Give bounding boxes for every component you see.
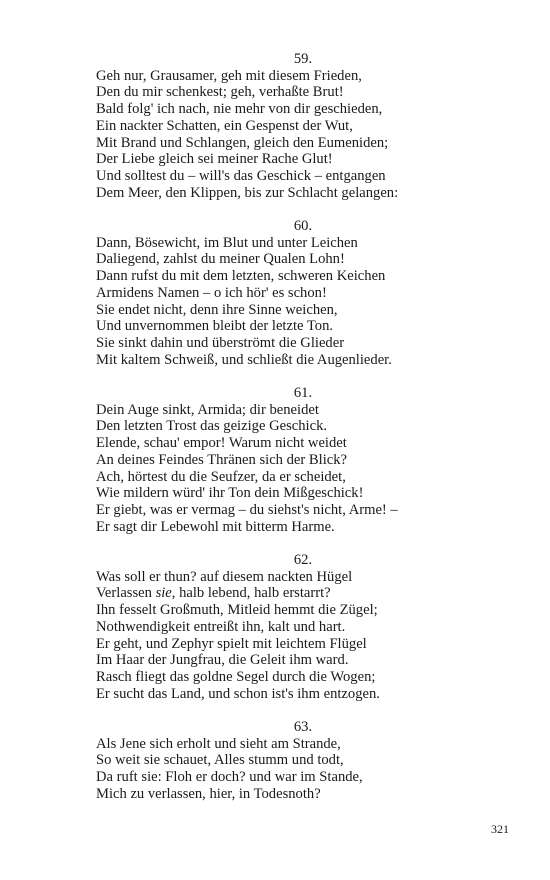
verse-line [96, 335, 496, 352]
verse-text: Da ruft sie: Floh er doch? und war im Stande, [96, 769, 363, 786]
verse-line [96, 402, 496, 419]
verse-line [96, 769, 496, 786]
verse-line [96, 619, 496, 636]
verse-text: Dem Meer, den Klippen, bis zur Schlacht gelangen: [96, 184, 399, 201]
verse-text: Rasch fliegt das goldne Segel durch die Wogen; [96, 668, 376, 685]
verse-line [96, 185, 496, 202]
verse-text: Im Haar der Jungfrau, die Geleit ihm ward. [96, 652, 349, 669]
verse-line [96, 752, 496, 769]
verse-line [96, 135, 496, 152]
verse-text: Wie mildern würd' ihr Ton dein Mißgeschick! [96, 485, 364, 502]
verse-text: Mit kaltem Schweiß, und schließt die Augenlieder. [96, 351, 392, 368]
verse-line [96, 235, 496, 252]
verse-line [96, 502, 496, 519]
page-number: 321 [491, 822, 509, 836]
verse-text: Als Jene sich erholt und sieht am Strande, [96, 735, 341, 752]
stanza [96, 218, 496, 368]
verse-line [96, 101, 496, 118]
verse-line [96, 168, 496, 185]
verse-text: Elende, schau' empor! Warum nicht weidet [96, 435, 347, 452]
verse-line [96, 585, 496, 602]
verse-emphasis: sie, [155, 585, 176, 602]
verse-line [96, 318, 496, 335]
verse-text: Er sucht das Land, und schon ist's ihm entzogen. [96, 685, 380, 702]
verse-text: So weit sie schauet, Alles stumm und todt, [96, 752, 344, 769]
verse-text: Dann rufst du mit dem letzten, schweren Keichen [96, 268, 386, 285]
stanza [96, 552, 496, 702]
verse-text: Nothwendigkeit entreißt ihn, kalt und hart. [96, 618, 346, 635]
verse-line [96, 452, 496, 469]
verse-text: Bald folg' ich nach, nie mehr von dir geschieden, [96, 101, 383, 118]
verse-text: Den du mir schenkest; geh, verhaßte Brut! [96, 84, 344, 101]
verse-line [96, 686, 496, 703]
stanza-number: 61. [293, 385, 313, 402]
stanza-number: 63. [293, 719, 313, 736]
verse-line [96, 652, 496, 669]
verse-text: halb lebend, halb erstarrt? [175, 585, 331, 602]
verse-text: Verlassen [96, 585, 156, 602]
verse-text: Geh nur, Grausamer, geh mit diesem Frieden, [96, 67, 362, 84]
verse-text: Den letzten Trost das geizige Geschick. [96, 418, 328, 435]
stanza [96, 719, 496, 803]
verse-text: Er giebt, was er vermag – du siehst's nicht, Arme! – [96, 501, 398, 518]
verse-line [96, 636, 496, 653]
stanza-number: 59. [293, 51, 313, 67]
verse-line [96, 285, 496, 302]
verse-text: Ach, hörtest du die Seufzer, da er scheidet, [96, 468, 346, 485]
verse-line [96, 268, 496, 285]
verse-line [96, 786, 496, 803]
verse-text: Dein Auge sinkt, Armida; dir beneidet [96, 401, 319, 418]
verse-text: Was soll er thun? auf diesem nackten Hügel [96, 568, 353, 585]
verse-text: Mit Brand und Schlangen, gleich den Eumeniden; [96, 134, 389, 151]
verse-line [96, 602, 496, 619]
verse-text: Er sagt dir Lebewohl mit bitterm Harme. [96, 518, 335, 535]
verse-text: Er geht, und Zephyr spielt mit leichtem Flügel [96, 635, 367, 652]
verse-line [96, 669, 496, 686]
verse-line [96, 251, 496, 268]
stanza [96, 385, 496, 535]
verse-text: Sie endet nicht, denn ihre Sinne weichen, [96, 301, 338, 318]
stanza [96, 51, 496, 201]
verse-line [96, 352, 496, 369]
poem-text [96, 51, 496, 819]
verse-line [96, 469, 496, 486]
verse-line [96, 151, 496, 168]
stanza-number: 62. [293, 552, 313, 569]
verse-text: Und solltest du – will's das Geschick – entgangen [96, 167, 386, 184]
verse-line [96, 418, 496, 435]
verse-text: Ihn fesselt Großmuth, Mitleid hemmt die Zügel; [96, 602, 378, 619]
verse-line [96, 118, 496, 135]
verse-text: Ein nackter Schatten, ein Gespenst der Wut, [96, 117, 353, 134]
verse-text: Daliegend, zahlst du meiner Qualen Lohn! [96, 251, 345, 268]
verse-line [96, 84, 496, 101]
verse-line [96, 435, 496, 452]
verse-text: An deines Feindes Thränen sich der Blick? [96, 451, 348, 468]
stanza-number: 60. [293, 218, 313, 235]
verse-text: Armidens Namen – o ich hör' es schon! [96, 284, 327, 301]
verse-text: Und unvernommen bleibt der letzte Ton. [96, 318, 334, 335]
verse-line [96, 736, 496, 753]
verse-line [96, 519, 496, 536]
verse-line [96, 68, 496, 85]
verse-text: Mich zu verlassen, hier, in Todesnoth? [96, 785, 321, 802]
verse-text: Der Liebe gleich sei meiner Rache Glut! [96, 151, 333, 168]
verse-line [96, 485, 496, 502]
verse-text: Sie sinkt dahin und überströmt die Glieder [96, 334, 345, 351]
verse-line [96, 569, 496, 586]
verse-text: Dann, Bösewicht, im Blut und unter Leichen [96, 234, 358, 251]
verse-line [96, 302, 496, 319]
